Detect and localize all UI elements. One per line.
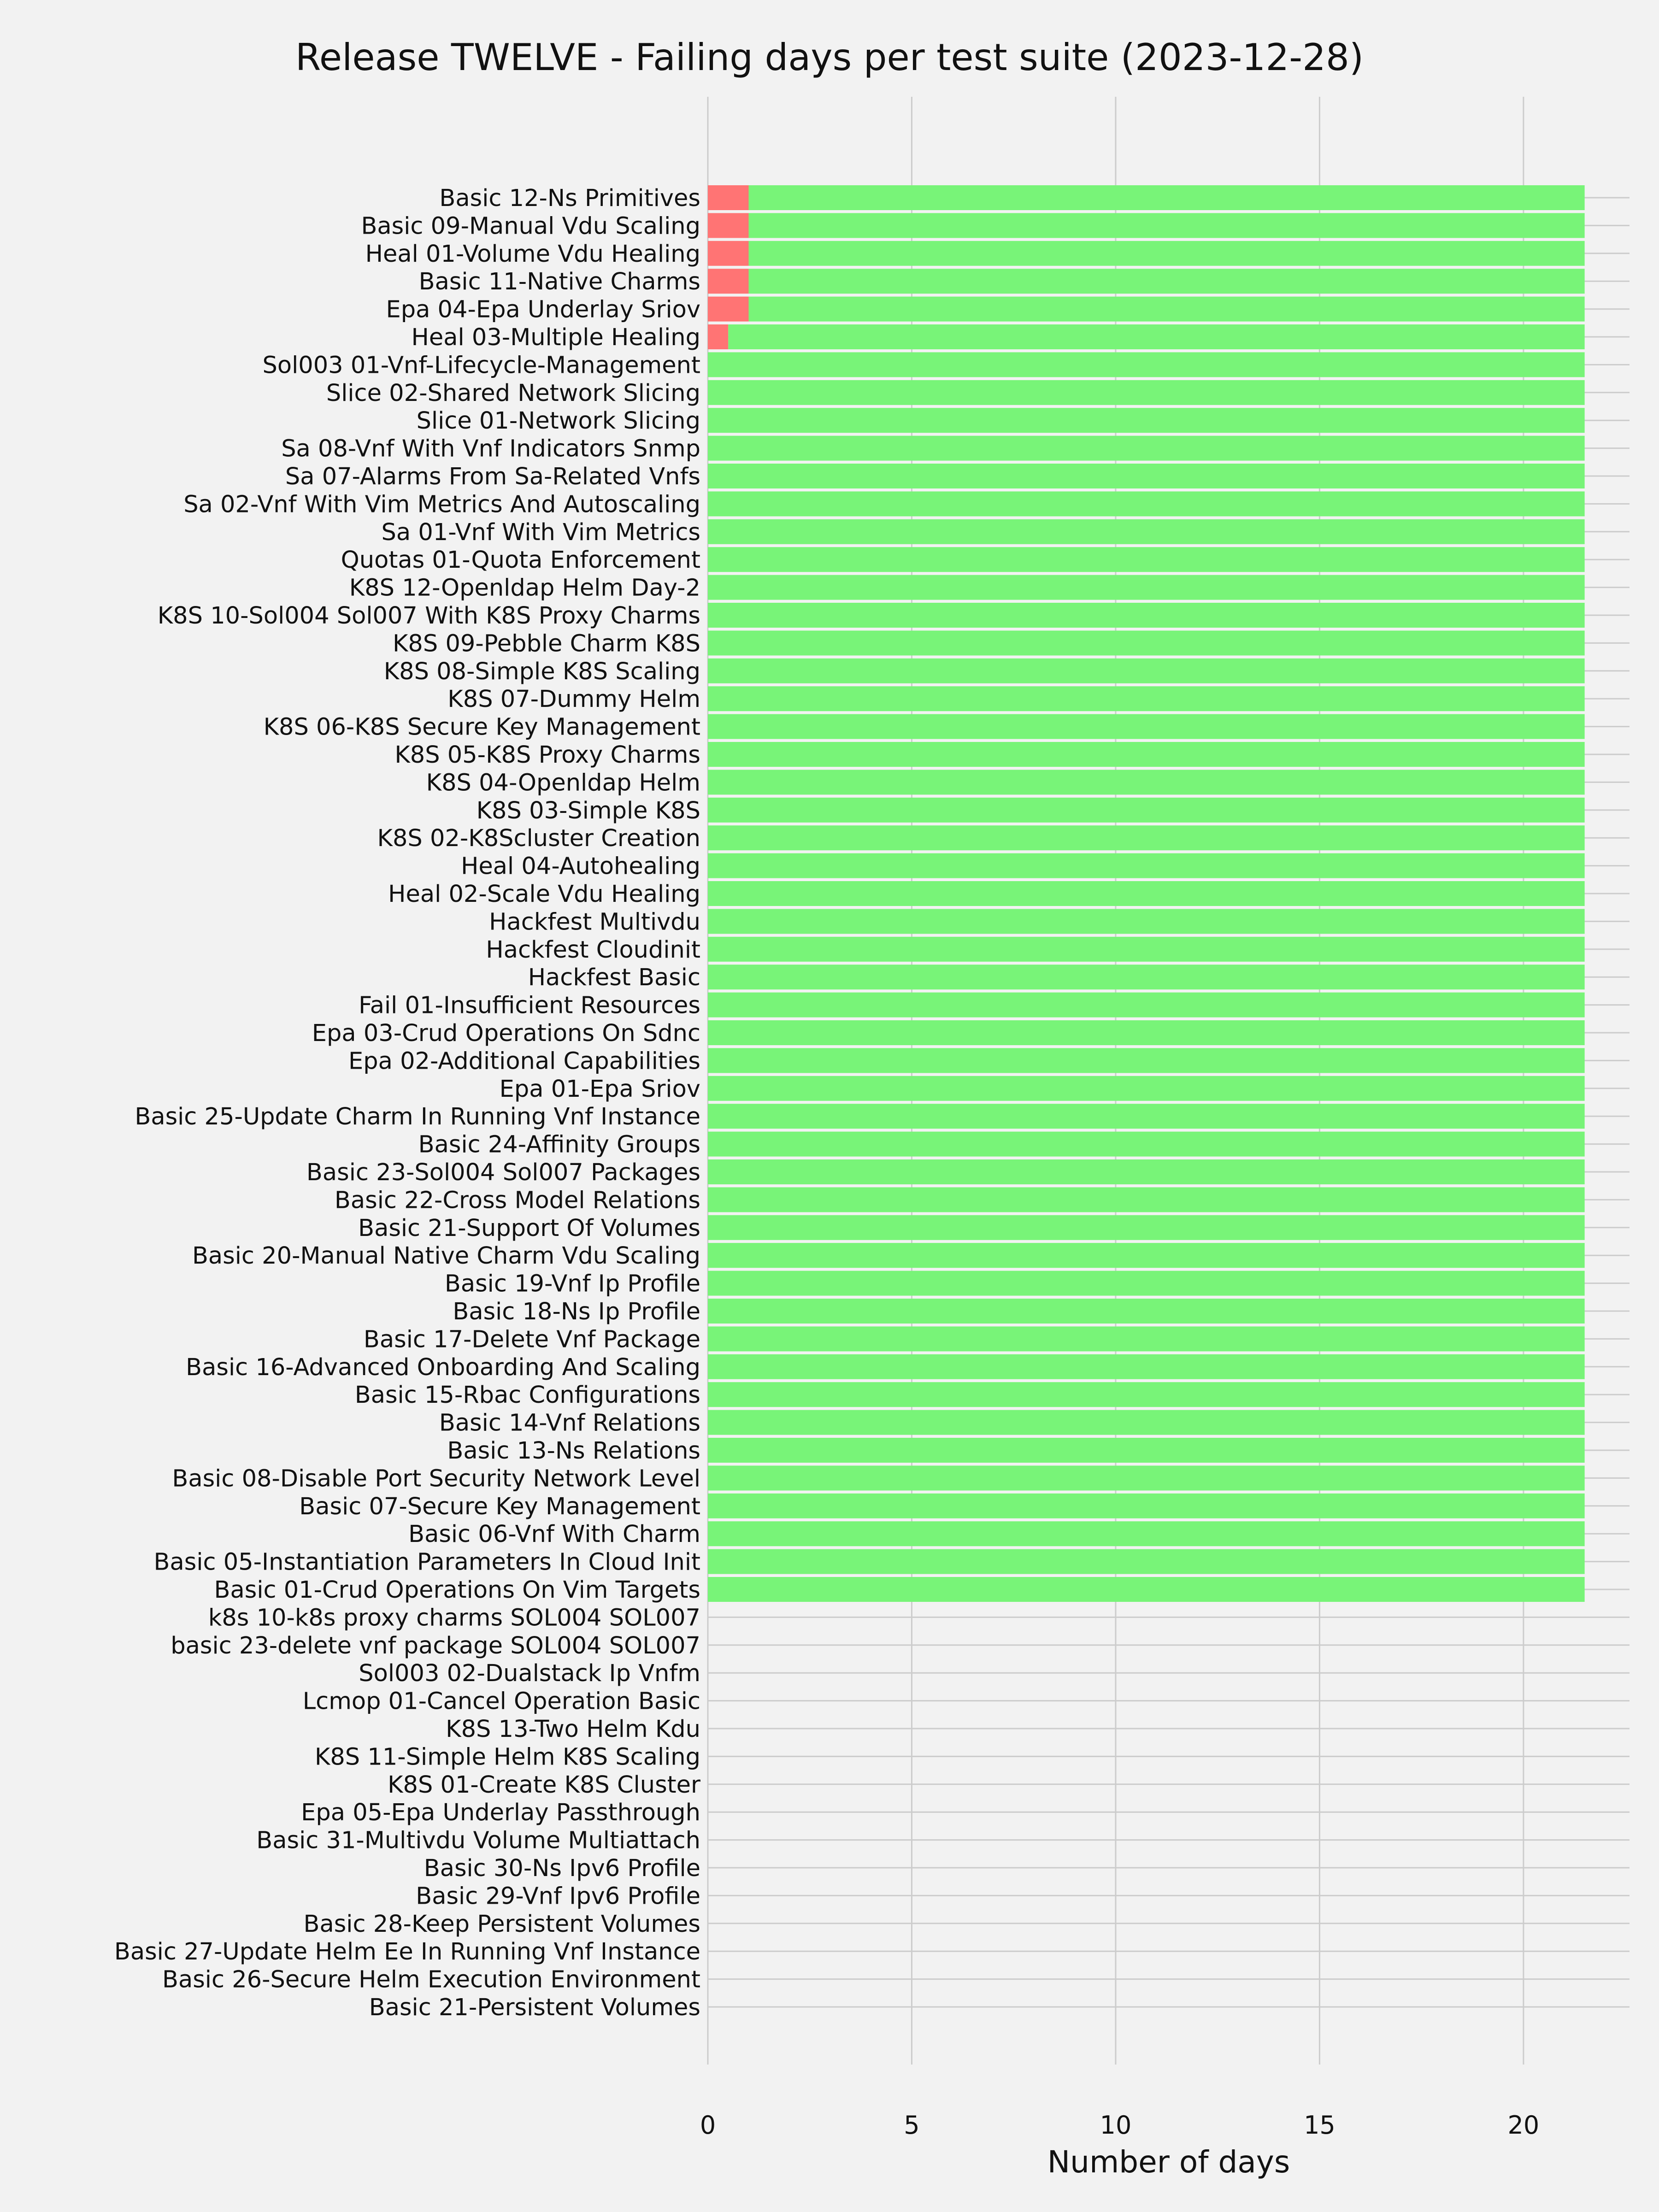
bar-pass-segment — [708, 1132, 1585, 1157]
category-label: Basic 19-Vnf Ip Profile — [444, 1270, 700, 1298]
category-label: Basic 25-Update Charm In Running Vnf Instance — [135, 1103, 700, 1131]
bar-fail-segment — [708, 213, 748, 238]
category-label: Basic 18-Ns Ip Profile — [453, 1298, 700, 1325]
bar-pass-segment — [728, 324, 1584, 349]
category-label: Heal 02-Scale Vdu Healing — [388, 881, 700, 908]
category-label: Basic 27-Update Helm Ee In Running Vnf Instance — [114, 1938, 700, 1966]
bar-pass-segment — [708, 1326, 1585, 1351]
bar-pass-segment — [708, 1410, 1585, 1435]
category-label: Basic 26-Secure Helm Execution Environment — [162, 1966, 700, 1994]
category-label: K8S 05-K8S Proxy Charms — [394, 741, 700, 769]
bar-pass-segment — [708, 686, 1585, 711]
category-label: K8S 06-K8S Secure Key Management — [263, 713, 700, 741]
x-tick-label: 5 — [904, 2111, 920, 2140]
category-label: Hackfest Cloudinit — [486, 936, 700, 964]
bar-pass-segment — [708, 937, 1585, 962]
bar-pass-segment — [708, 1159, 1585, 1184]
category-label: K8S 10-Sol004 Sol007 With K8S Proxy Charms — [157, 602, 700, 629]
bar-pass-segment — [708, 909, 1585, 934]
bar-pass-segment — [708, 380, 1585, 405]
bar-pass-segment — [708, 1243, 1585, 1268]
category-label: Sa 01-Vnf With Vim Metrics — [381, 518, 700, 546]
category-label: Basic 06-Vnf With Charm — [408, 1521, 700, 1548]
category-label: K8S 04-Openldap Helm — [426, 769, 700, 797]
category-label: basic 23-delete vnf package SOL004 SOL007 — [171, 1632, 700, 1659]
category-label: Basic 11-Native Charms — [418, 268, 700, 296]
bar-pass-segment — [708, 1048, 1585, 1073]
category-label: Slice 01-Network Slicing — [416, 407, 700, 435]
bar-pass-segment — [708, 714, 1585, 739]
bar-pass-segment — [708, 965, 1585, 989]
category-label: Basic 01-Crud Operations On Vim Targets — [214, 1577, 700, 1604]
bar-pass-segment — [708, 1354, 1585, 1379]
bar-pass-segment — [708, 630, 1585, 655]
bars — [708, 185, 1585, 1602]
bar-pass-segment — [708, 1271, 1585, 1296]
bar-pass-segment — [708, 352, 1585, 377]
x-axis-label: Number of days — [1047, 2144, 1290, 2180]
category-label: k8s 10-k8s proxy charms SOL004 SOL007 — [208, 1604, 700, 1632]
category-label: Basic 21-Support Of Volumes — [358, 1214, 700, 1242]
bar-pass-segment — [748, 213, 1584, 238]
category-label: Basic 23-Sol004 Sol007 Packages — [306, 1159, 700, 1186]
category-label: Quotas 01-Quota Enforcement — [341, 547, 700, 574]
bar-pass-segment — [708, 1521, 1585, 1546]
category-label: K8S 03-Simple K8S — [476, 797, 700, 824]
category-label: Basic 17-Delete Vnf Package — [363, 1326, 700, 1353]
bar-pass-segment — [708, 742, 1585, 767]
bar-fail-segment — [708, 241, 748, 266]
category-label: Basic 05-Instantiation Parameters In Cloud Init — [153, 1548, 700, 1576]
bar-pass-segment — [708, 1549, 1585, 1574]
bar-fail-segment — [708, 185, 748, 210]
category-label: Epa 03-Crud Operations On Sdnc — [312, 1020, 700, 1047]
category-label: K8S 07-Dummy Helm — [447, 686, 700, 713]
category-label: Basic 13-Ns Relations — [447, 1437, 700, 1465]
bar-pass-segment — [708, 659, 1585, 683]
category-label: K8S 09-Pebble Charm K8S — [392, 630, 700, 658]
bar-pass-segment — [708, 1076, 1585, 1101]
category-label: Basic 16-Advanced Onboarding And Scaling — [186, 1353, 700, 1381]
bar-pass-segment — [708, 881, 1585, 906]
category-label: K8S 01-Create K8S Cluster — [388, 1771, 700, 1799]
category-label: Basic 22-Cross Model Relations — [334, 1187, 700, 1214]
category-label: Basic 24-Affinity Groups — [418, 1131, 700, 1159]
x-tick-label: 15 — [1304, 2111, 1335, 2140]
bar-pass-segment — [748, 241, 1584, 266]
category-label: K8S 02-K8Scluster Creation — [377, 825, 700, 853]
bar-pass-segment — [708, 1577, 1585, 1602]
category-label: Heal 01-Volume Vdu Healing — [365, 240, 700, 268]
category-label: Basic 15-Rbac Configurations — [354, 1382, 700, 1409]
category-label: Basic 14-Vnf Relations — [439, 1409, 700, 1437]
bar-pass-segment — [708, 1215, 1585, 1240]
category-label: Epa 05-Epa Underlay Passthrough — [301, 1799, 700, 1827]
category-label: Fail 01-Insufficient Resources — [359, 992, 700, 1019]
category-label: Slice 02-Shared Network Slicing — [326, 379, 700, 407]
category-label: Basic 09-Manual Vdu Scaling — [361, 212, 700, 240]
category-label: Heal 04-Autohealing — [461, 853, 700, 880]
category-label: Sol003 02-Dualstack Ip Vnfm — [359, 1660, 700, 1688]
category-label: Basic 21-Persistent Volumes — [369, 1994, 700, 2021]
bar-pass-segment — [708, 603, 1585, 628]
category-label: Epa 02-Additional Capabilities — [348, 1047, 700, 1075]
category-label: Hackfest Basic — [528, 964, 700, 992]
x-tick-label: 0 — [700, 2111, 716, 2140]
category-label: K8S 13-Two Helm Kdu — [446, 1716, 700, 1743]
category-label: Heal 03-Multiple Healing — [411, 324, 700, 351]
bar-pass-segment — [708, 798, 1585, 823]
x-tick-label: 10 — [1100, 2111, 1132, 2140]
category-label: Sol003 01-Vnf-Lifecycle-Management — [262, 352, 700, 379]
bar-pass-segment — [708, 1020, 1585, 1045]
bar-pass-segment — [708, 825, 1585, 850]
category-label: Lcmop 01-Cancel Operation Basic — [302, 1688, 700, 1715]
bar-pass-segment — [708, 547, 1585, 572]
bar-pass-segment — [708, 575, 1585, 600]
category-label: Sa 08-Vnf With Vnf Indicators Snmp — [281, 435, 700, 463]
category-label: Basic 29-Vnf Ipv6 Profile — [416, 1883, 700, 1910]
bar-pass-segment — [708, 993, 1585, 1018]
category-label: K8S 11-Simple Helm K8S Scaling — [314, 1743, 700, 1771]
category-label: Basic 07-Secure Key Management — [299, 1493, 700, 1520]
x-tick-label: 20 — [1507, 2111, 1540, 2140]
category-label: Epa 04-Epa Underlay Sriov — [386, 296, 700, 324]
bar-pass-segment — [748, 185, 1584, 210]
bar-pass-segment — [708, 436, 1585, 461]
bar-pass-segment — [708, 1104, 1585, 1129]
bar-pass-segment — [708, 491, 1585, 516]
chart-title: Release TWELVE - Failing days per test suite (2023-12-28) — [295, 36, 1364, 79]
category-label: Basic 31-Multivdu Volume Multiattach — [256, 1827, 700, 1854]
category-label: Sa 02-Vnf With Vim Metrics And Autoscaling — [183, 491, 700, 518]
bar-pass-segment — [708, 1438, 1585, 1463]
bar-pass-segment — [748, 269, 1584, 294]
category-label: Hackfest Multivdu — [489, 908, 700, 936]
bar-pass-segment — [708, 1494, 1585, 1518]
category-label: Basic 08-Disable Port Security Network Level — [172, 1465, 700, 1493]
category-label: Basic 30-Ns Ipv6 Profile — [424, 1855, 700, 1882]
category-label: K8S 12-Openldap Helm Day-2 — [349, 574, 700, 602]
category-label: Sa 07-Alarms From Sa-Related Vnfs — [285, 463, 700, 490]
category-label: Epa 01-Epa Sriov — [499, 1075, 700, 1103]
bar-pass-segment — [708, 519, 1585, 544]
bar-fail-segment — [708, 269, 748, 294]
bar-fail-segment — [708, 324, 728, 349]
bar-pass-segment — [708, 408, 1585, 433]
bar-pass-segment — [708, 464, 1585, 488]
bar-pass-segment — [708, 1465, 1585, 1490]
category-label: Basic 20-Manual Native Charm Vdu Scaling — [192, 1242, 700, 1270]
bar-pass-segment — [708, 1299, 1585, 1324]
bar-pass-segment — [708, 1187, 1585, 1212]
bar-fail-segment — [708, 297, 748, 322]
category-label: Basic 28-Keep Persistent Volumes — [303, 1910, 700, 1938]
category-label: Basic 12-Ns Primitives — [439, 185, 700, 212]
bar-pass-segment — [708, 1382, 1585, 1407]
bar-pass-segment — [708, 770, 1585, 794]
bar-pass-segment — [748, 297, 1584, 322]
category-label: K8S 08-Simple K8S Scaling — [383, 658, 700, 685]
bar-pass-segment — [708, 853, 1585, 878]
